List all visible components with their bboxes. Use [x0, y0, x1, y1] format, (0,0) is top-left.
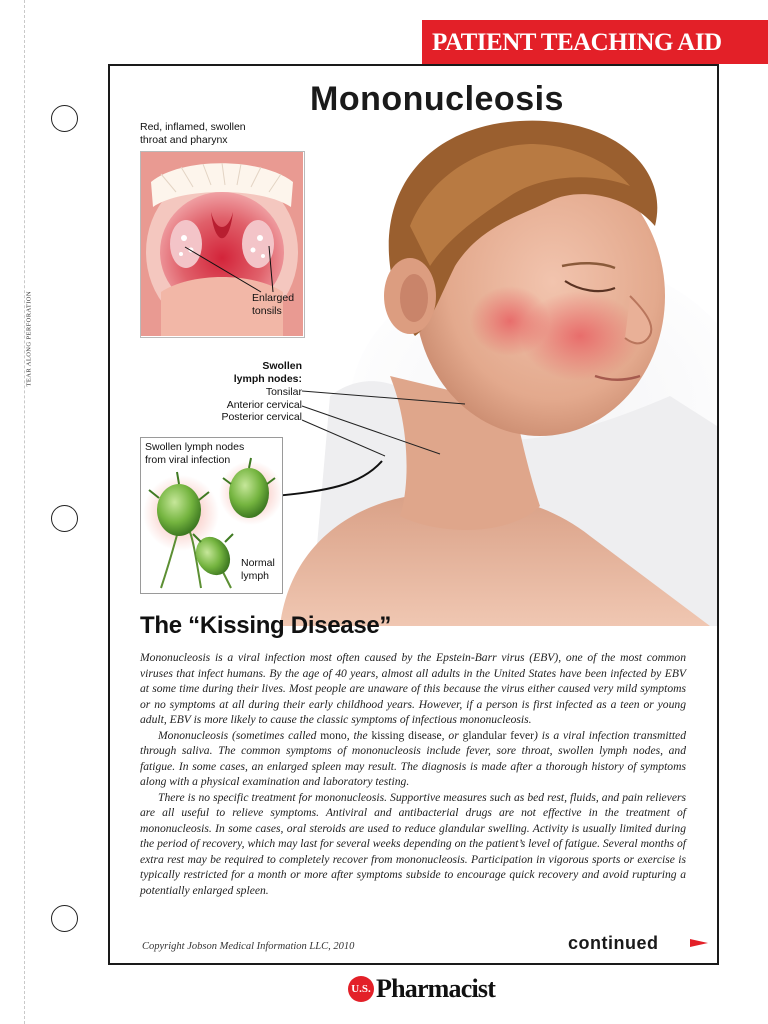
continued-label: continued — [568, 933, 659, 953]
article-body — [140, 650, 686, 898]
binder-hole-middle — [51, 505, 78, 532]
patient-teaching-aid-banner: PATIENT TEACHING AID — [422, 20, 768, 64]
copyright-notice: Copyright Jobson Medical Information LLC, 2010 — [142, 941, 355, 952]
tonsils-label-line: tonsils — [252, 304, 282, 317]
term-mono: mono — [320, 728, 347, 742]
throat-caption-line: Red, inflamed, swollen — [140, 121, 246, 133]
page-title: Mononucleosis — [310, 80, 564, 118]
article-heading: The “Kissing Disease” — [140, 612, 392, 639]
binder-hole-top — [51, 105, 78, 132]
article-paragraph — [140, 728, 686, 790]
us-pharmacist-logo-badge: U.S. — [348, 976, 374, 1002]
node-item-posterior-cervical: Posterior cervical — [221, 411, 302, 423]
normal-lymph-label — [241, 557, 275, 582]
nodes-list — [182, 386, 302, 424]
binder-hole-bottom — [51, 905, 78, 932]
normal-lymph-label-line: lymph — [241, 569, 270, 582]
node-item-tonsilar: Tonsilar — [265, 386, 302, 398]
us-pharmacist-logo: Pharmacist — [376, 974, 496, 1003]
article-paragraph: Mononucleosis is a viral infection most often caused by the Epstein-Barr virus (EBV), one of the most common viruses that infect humans. By the age of 40 years, almost all adults in the United States have been infected by EBV at some time during their lives. Most people are unaware of this because the virus either caused very mild symptoms or no symptoms at all during their early childhood years. However, if a person is first infected as a teen or young adult, EBV is more likely to cause the classic symptoms of infectious mononucleosis. — [140, 651, 686, 726]
text-run: , or — [441, 728, 463, 742]
viral-caption-line: from viral infection — [145, 453, 231, 466]
tonsils-label-line: Enlarged — [252, 292, 295, 304]
normal-lymph-label-line: Normal — [241, 557, 275, 569]
throat-caption — [140, 121, 246, 146]
viral-caption-line: Swollen lymph nodes — [145, 441, 245, 453]
tonsils-label — [252, 292, 294, 317]
article-paragraph: There is no specific treatment for mononucleosis. Supportive measures such as bed rest, fluids, and pain relievers are all useful to relieve symptoms. Antiviral and antibacterial drugs are not effective in the treatment of mononucleosis. In some cases, oral steroids are used to reduce glandular swelling. Activity is usually limited during the period of recovery, which may last for several weeks depending on the patient’s level of fatigue. Several months of extra rest may be required to completely recover from mononucleosis. Participation in vigorous sports or exercise is typically restricted for a month or more after symptoms subside to encourage quick recovery and avoid rupturing a potentially enlarged spleen. — [140, 790, 686, 897]
nodes-heading-line: lymph nodes: — [233, 372, 302, 385]
term-kissing-disease: kissing disease — [371, 728, 442, 742]
lymph-node-inset — [140, 437, 283, 594]
text-run: Mononucleosis (sometimes called — [158, 728, 321, 742]
term-glandular-fever: glandular fever — [462, 728, 535, 742]
tear-instruction: TEAR ALONG PERFORATION — [25, 291, 33, 387]
perforation-line — [24, 0, 25, 1024]
text-run: , the — [346, 728, 372, 742]
continued-arrow-icon — [690, 936, 708, 950]
text-run: ) is a viral infection transmitted through saliva. The common symptoms of mononucleosis include fever, sore throat, swollen lymph nodes, and fatigue. In some cases, an enlarged spleen may result. The diagnosis is made after a thorough history of symptoms along with a physical examination and laboratory testing. — [140, 728, 686, 788]
node-item-anterior-cervical: Anterior cervical — [226, 398, 302, 411]
throat-caption-line: throat and pharynx — [140, 133, 228, 146]
nodes-heading-line: Swollen — [262, 360, 302, 372]
nodes-heading — [228, 360, 302, 385]
